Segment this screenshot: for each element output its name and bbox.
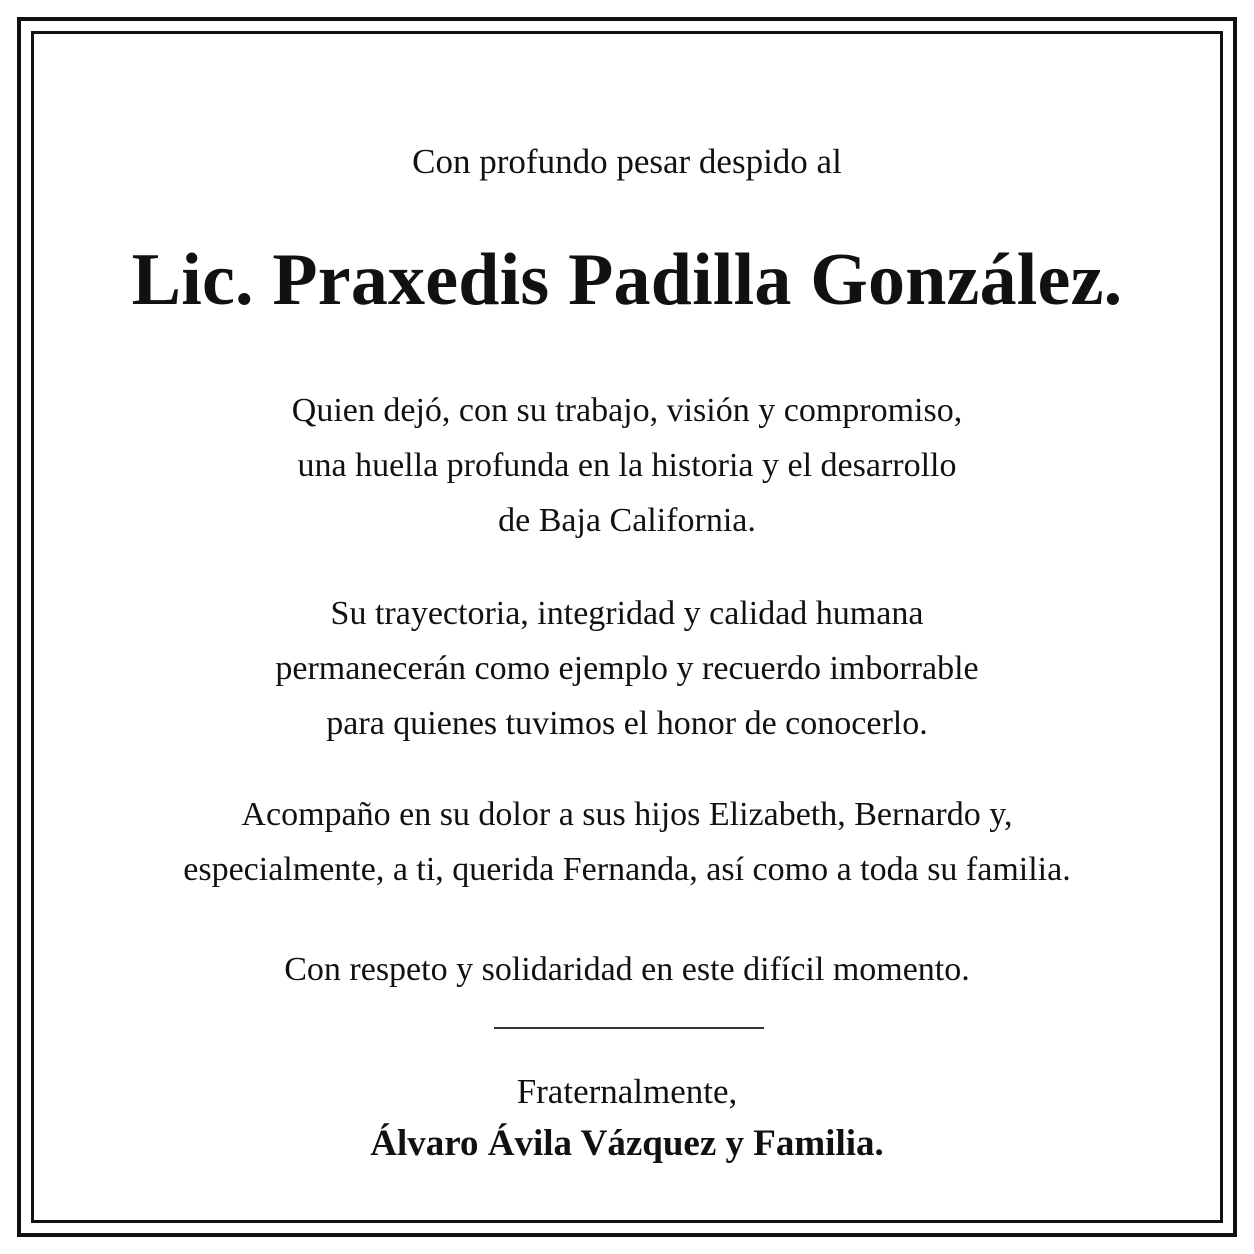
paragraph-line: una huella profunda en la historia y el desarrollo <box>297 447 957 484</box>
paragraph-trajectory <box>31 586 1223 751</box>
deceased-name: Lic. Praxedis Padilla González. <box>131 239 1123 321</box>
paragraph-line: Quien dejó, con su trabajo, visión y compromiso, <box>291 392 963 429</box>
condolence-notice <box>31 31 1223 1223</box>
intro-line: Con profundo pesar despido al <box>412 142 842 181</box>
paragraph-line: permanecerán como ejemplo y recuerdo imborrable <box>275 650 979 687</box>
paragraph-legacy <box>31 383 1223 548</box>
paragraph-family <box>31 787 1223 897</box>
paragraph-line: Su trayectoria, integridad y calidad humana <box>330 595 924 632</box>
divider-rule <box>494 1027 764 1029</box>
paragraph-line: Acompaño en su dolor a sus hijos Elizabeth, Bernardo y, <box>241 796 1013 833</box>
paragraph-line: para quienes tuvimos el honor de conocerlo. <box>326 705 928 742</box>
paragraph-line: especialmente, a ti, querida Fernanda, así como a toda su familia. <box>183 851 1071 888</box>
paragraph-respect <box>31 942 1223 997</box>
signer-name: Álvaro Ávila Vázquez y Familia. <box>370 1123 884 1164</box>
closing-salutation: Fraternalmente, <box>516 1072 738 1111</box>
paragraph-line: Con respeto y solidaridad en este difícil momento. <box>284 951 970 988</box>
paragraph-line: de Baja California. <box>498 502 756 539</box>
